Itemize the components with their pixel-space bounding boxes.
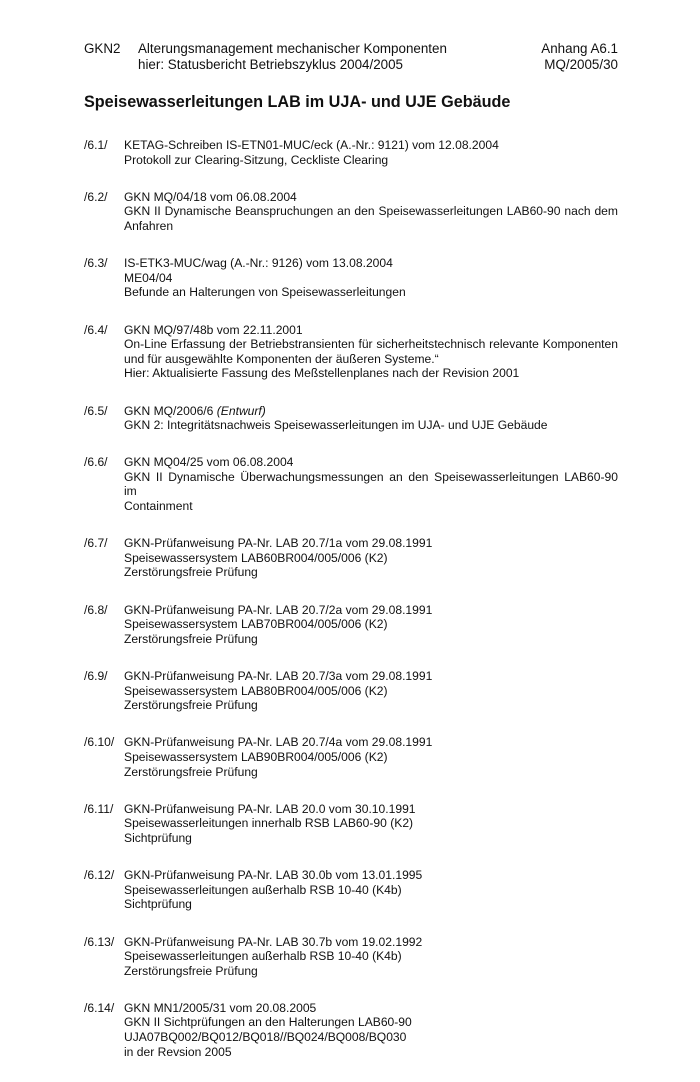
reference-number: /6.5/ bbox=[84, 403, 108, 418]
header-row-1 bbox=[84, 41, 618, 57]
reference-line: Zerstörungsfreie Prüfung bbox=[124, 764, 258, 779]
reference-line: GKN-Prüfanweisung PA-Nr. LAB 30.0b vom 13.01.1995 bbox=[124, 868, 423, 883]
reference-item bbox=[84, 256, 618, 300]
reference-item bbox=[84, 669, 618, 713]
reference-text bbox=[124, 669, 618, 713]
reference-line: Zerstörungsfreie Prüfung bbox=[124, 565, 258, 580]
reference-line bbox=[124, 404, 618, 419]
reference-text bbox=[124, 868, 618, 912]
reference-text bbox=[124, 802, 618, 846]
reference-text bbox=[124, 536, 618, 580]
reference-item bbox=[84, 802, 618, 846]
reference-line: Containment bbox=[124, 499, 193, 514]
reference-number: /6.10/ bbox=[84, 735, 115, 750]
reference-list bbox=[84, 138, 618, 1082]
reference-line: GKN MQ/04/18 vom 06.08.2004 bbox=[124, 189, 297, 204]
reference-line: UJA07BQ002/BQ012/BQ018//BQ024/BQ008/BQ030 bbox=[124, 1030, 407, 1045]
reference-line: Speisewassersystem LAB80BR004/005/006 (K2) bbox=[124, 683, 388, 698]
reference-number: /6.14/ bbox=[84, 1000, 115, 1015]
reference-line: GKN II Dynamische Überwachungsmessungen an den Speisewasserleitungen LAB60-90 im bbox=[124, 469, 618, 499]
reference-line: GKN-Prüfanweisung PA-Nr. LAB 20.7/1a vom 29.08.1991 bbox=[124, 536, 433, 551]
reference-text bbox=[124, 603, 618, 647]
reference-line: GKN-Prüfanweisung PA-Nr. LAB 20.0 vom 30.10.1991 bbox=[124, 801, 416, 816]
reference-line: GKN-Prüfanweisung PA-Nr. LAB 20.7/2a vom 29.08.1991 bbox=[124, 602, 433, 617]
page-header bbox=[84, 41, 618, 73]
reference-text bbox=[124, 735, 618, 779]
page-title: Speisewasserleitungen LAB im UJA- und UJE Gebäude bbox=[84, 93, 511, 111]
reference-line: und für ausgewählte Komponenten der äußeren Systeme.“ bbox=[124, 351, 439, 366]
reference-item bbox=[84, 1001, 618, 1059]
reference-line: Sichtprüfung bbox=[124, 897, 192, 912]
draft-note: (Entwurf) bbox=[216, 403, 266, 418]
reference-number: /6.9/ bbox=[84, 669, 108, 683]
reference-line: Hier: Aktualisierte Fassung des Meßstellenplanes nach der Revision 2001 bbox=[124, 366, 520, 381]
reference-line: GKN-Prüfanweisung PA-Nr. LAB 30.7b vom 19.02.1992 bbox=[124, 934, 423, 949]
reference-line: Sichtprüfung bbox=[124, 830, 192, 845]
reference-text bbox=[124, 1001, 618, 1059]
reference-item bbox=[84, 323, 618, 381]
reference-number: /6.12/ bbox=[84, 868, 115, 883]
reference-item bbox=[84, 138, 618, 167]
reference-number: /6.3/ bbox=[84, 256, 108, 271]
reference-number: /6.1/ bbox=[84, 138, 108, 152]
reference-number: /6.6/ bbox=[84, 455, 108, 470]
reference-line: Speisewasserleitungen außerhalb RSB 10-40 (K4b) bbox=[124, 882, 402, 897]
header-row-2 bbox=[84, 57, 618, 73]
reference-number: /6.2/ bbox=[84, 189, 108, 204]
reference-line: Speisewasserleitungen außerhalb RSB 10-40 (K4b) bbox=[124, 949, 402, 964]
header-title-line1: Alterungsmanagement mechanischer Komponenten bbox=[138, 41, 447, 56]
header-annex: Anhang A6.1 bbox=[541, 41, 618, 56]
reference-line: GKN MN1/2005/31 vom 20.08.2005 bbox=[124, 1000, 317, 1015]
reference-text bbox=[124, 256, 618, 300]
reference-text bbox=[124, 935, 618, 979]
reference-item bbox=[84, 536, 618, 580]
reference-text bbox=[124, 138, 618, 167]
reference-text bbox=[124, 404, 618, 433]
reference-line: Speisewassersystem LAB60BR004/005/006 (K2) bbox=[124, 550, 388, 565]
reference-line: Speisewassersystem LAB70BR004/005/006 (K2) bbox=[124, 617, 388, 632]
reference-line: in der Revsion 2005 bbox=[124, 1044, 232, 1059]
reference-item bbox=[84, 455, 618, 513]
reference-number: /6.7/ bbox=[84, 536, 108, 551]
reference-line: Zerstörungsfreie Prüfung bbox=[124, 698, 258, 713]
reference-number: /6.11/ bbox=[84, 801, 114, 816]
reference-line: GKN II Dynamische Beanspruchungen an den Speisewasserleitungen LAB60-90 nach dem bbox=[124, 204, 618, 219]
reference-line: Befunde an Halterungen von Speisewasserleitungen bbox=[124, 285, 406, 300]
header-doc-id: MQ/2005/30 bbox=[544, 57, 618, 72]
reference-item bbox=[84, 603, 618, 647]
reference-line: GKN II Sichtprüfungen an den Halterungen LAB60-90 bbox=[124, 1015, 412, 1030]
reference-line: Anfahren bbox=[124, 218, 174, 233]
reference-line: GKN 2: Integritätsnachweis Speisewasserleitungen im UJA- und UJE Gebäude bbox=[124, 418, 548, 433]
reference-number: /6.8/ bbox=[84, 602, 108, 617]
reference-line: IS-ETK3-MUC/wag (A.-Nr.: 9126) vom 13.08.2004 bbox=[124, 256, 393, 271]
header-title-line2: hier: Statusbericht Betriebszyklus 2004/2005 bbox=[138, 57, 403, 72]
header-org: GKN2 bbox=[84, 41, 121, 56]
reference-line: GKN MQ/97/48b vom 22.11.2001 bbox=[124, 322, 303, 337]
reference-text bbox=[124, 455, 618, 513]
reference-item bbox=[84, 404, 618, 433]
reference-line: Speisewasserleitungen innerhalb RSB LAB60-90 (K2) bbox=[124, 816, 414, 831]
reference-line: Speisewassersystem LAB90BR004/005/006 (K2) bbox=[124, 749, 388, 764]
reference-item bbox=[84, 868, 618, 912]
reference-line: ME04/04 bbox=[124, 270, 173, 285]
reference-line: GKN-Prüfanweisung PA-Nr. LAB 20.7/3a vom 29.08.1991 bbox=[124, 669, 433, 683]
reference-number: /6.13/ bbox=[84, 934, 115, 949]
reference-line: KETAG-Schreiben IS-ETN01-MUC/eck (A.-Nr.: 9121) vom 12.08.2004 bbox=[124, 138, 499, 152]
reference-number: /6.4/ bbox=[84, 322, 108, 337]
reference-line: Protokoll zur Clearing-Sitzung, Ceckliste Clearing bbox=[124, 152, 389, 167]
reference-item bbox=[84, 190, 618, 234]
reference-line: Zerstörungsfreie Prüfung bbox=[124, 963, 258, 978]
reference-item bbox=[84, 935, 618, 979]
reference-line: GKN-Prüfanweisung PA-Nr. LAB 20.7/4a vom 29.08.1991 bbox=[124, 735, 433, 750]
reference-doc-id: GKN MQ/2006/6 bbox=[124, 403, 217, 418]
reference-line: On-Line Erfassung der Betriebstransienten für sicherheitstechnisch relevante Komponenten bbox=[124, 337, 618, 352]
reference-text bbox=[124, 190, 618, 234]
reference-item bbox=[84, 735, 618, 779]
reference-text bbox=[124, 323, 618, 381]
reference-line: Zerstörungsfreie Prüfung bbox=[124, 631, 258, 646]
reference-line: GKN MQ04/25 vom 06.08.2004 bbox=[124, 455, 294, 470]
